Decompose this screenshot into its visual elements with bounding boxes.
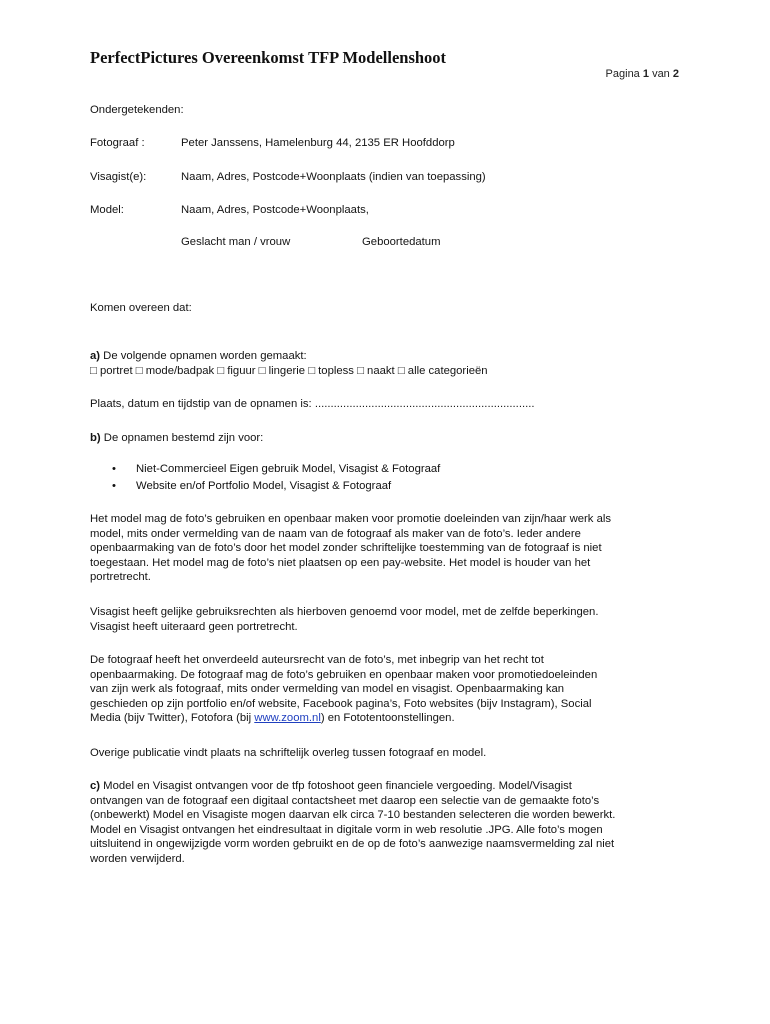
section-b-title: De opnamen bestemd zijn voor: — [100, 432, 264, 444]
page-indicator — [606, 68, 679, 80]
model-label: Model: — [90, 204, 124, 216]
photo-category-options: □ portret □ mode/badpak □ figuur □ lingerie □ topless □ naakt □ alle categorieën — [90, 365, 488, 377]
intro-text: Ondergetekenden: — [90, 104, 184, 116]
stylist-label: Visagist(e): — [90, 171, 147, 183]
paragraph-line: De fotograaf heeft het onverdeeld auteursrecht van de foto’s, met inbegrip van het recht tot — [90, 654, 544, 666]
birthdate-field: Geboortedatum — [362, 236, 441, 248]
paragraph-line: (onbewerkt) Model en Visagiste mogen daarvan elk circa 7-10 bestanden selecteren die worden bewerkt. — [90, 809, 616, 822]
paragraph-line: openbaarmaking van de foto’s door het model zonder schriftelijke toestemming van de fotograaf is niet — [90, 542, 602, 555]
paragraph-line: uitsluitend in ongewijzigde vorm worden gebruikt en de op de foto’s aanwezige naamsvermelding zal niet — [90, 838, 615, 851]
total-pages: 2 — [672, 68, 679, 80]
paragraph-line: geschieden op zijn portfolio en/of website, Facebook pagina’s, Foto websites (bijv Instagram), Social — [90, 697, 592, 710]
paragraph-line: Visagist heeft gelijke gebruiksrechten als hierboven genoemd voor model, met de zelfde beperkingen. — [90, 606, 599, 618]
paragraph-line: model, mits onder vermelding van de naam van de fotograaf als maker van de foto’s. Ieder andere — [90, 527, 581, 540]
agree-text: Komen overeen dat: — [90, 302, 192, 314]
stylist-rights-paragraph — [90, 605, 690, 634]
text-after-link: ) en Fototentoonstellingen. — [320, 712, 455, 725]
bullet-icon: • — [112, 479, 116, 492]
section-b-heading — [90, 431, 263, 446]
photographer-rights-paragraph — [90, 653, 690, 726]
section-c-first-line: Model en Visagist ontvangen voor de tfp fotoshoot geen financiele vergoeding. Model/Visagist — [100, 780, 572, 792]
paragraph-line: Model en Visagist ontvangen het eindresultaat in digitale vorm in web resolutie .JPG. Alle foto’s mogen — [90, 823, 603, 836]
photographer-value: Peter Janssens, Hamelenburg 44, 2135 ER Hoofddorp — [181, 137, 455, 149]
paragraph-line — [90, 779, 690, 794]
usage-list — [90, 461, 440, 494]
paragraph-line: ontvangen van de fotograaf een digitaal contactsheet met daarop een selectie van de gemaakte foto’s — [90, 794, 600, 807]
page-label: Pagina — [605, 68, 640, 80]
gender-field: Geslacht man / vrouw — [181, 236, 291, 248]
bullet-icon: • — [112, 463, 116, 475]
list-item — [90, 461, 440, 478]
zoom-website-link[interactable]: www.zoom.nl — [254, 712, 321, 725]
text-before-link: Media (bijv Twitter), Fotofora (bij — [90, 712, 255, 725]
section-c-paragraph — [90, 779, 690, 867]
publication-paragraph: Overige publicatie vindt plaats na schriftelijk overleg tussen fotograaf en model. — [90, 747, 487, 759]
section-a-title: De volgende opnamen worden gemaakt: — [100, 350, 307, 362]
model-value: Naam, Adres, Postcode+Woonplaats, — [181, 204, 369, 216]
section-b-marker: b) — [90, 432, 101, 444]
usage-item-label: Website en/of Portfolio Model, Visagist & Fotograaf — [136, 479, 392, 492]
paragraph-line: van zijn werk als fotograaf, mits onder vermelding van model en visagist. Openbaarmaking kan — [90, 683, 565, 696]
paragraph-line: openbaarmaking. De fotograaf mag de foto’s gebruiken en openbaar maken voor promotiedoeleinden — [90, 668, 598, 681]
paragraph-line — [90, 711, 690, 726]
section-a-heading — [90, 349, 307, 364]
paragraph-line: portretrecht. — [90, 571, 151, 584]
usage-item-label: Niet-Commercieel Eigen gebruik Model, Visagist & Fotograaf — [136, 463, 441, 475]
section-a-marker: a) — [90, 350, 101, 362]
section-c-marker: c) — [90, 780, 101, 792]
current-page: 1 — [642, 68, 649, 80]
place-date-line: Plaats, datum en tijdstip van de opnamen is: ...................................................................... — [90, 398, 535, 410]
page-of-label: van — [652, 68, 670, 80]
photographer-label: Fotograaf : — [90, 137, 145, 149]
paragraph-line: Het model mag de foto’s gebruiken en openbaar maken voor promotie doeleinden van zijn/haar werk als — [90, 513, 612, 525]
model-rights-paragraph — [90, 512, 690, 585]
list-item — [90, 478, 440, 495]
stylist-value: Naam, Adres, Postcode+Woonplaats (indien van toepassing) — [181, 171, 486, 183]
paragraph-line: toegestaan. Het model mag de foto’s niet plaatsen op een pay-website. Het model is houder van het — [90, 556, 591, 569]
document-title: PerfectPictures Overeenkomst TFP Modellenshoot — [90, 48, 447, 67]
paragraph-line: Visagist heeft uiteraard geen portretrecht. — [90, 620, 298, 633]
paragraph-line: worden verwijderd. — [90, 852, 185, 865]
